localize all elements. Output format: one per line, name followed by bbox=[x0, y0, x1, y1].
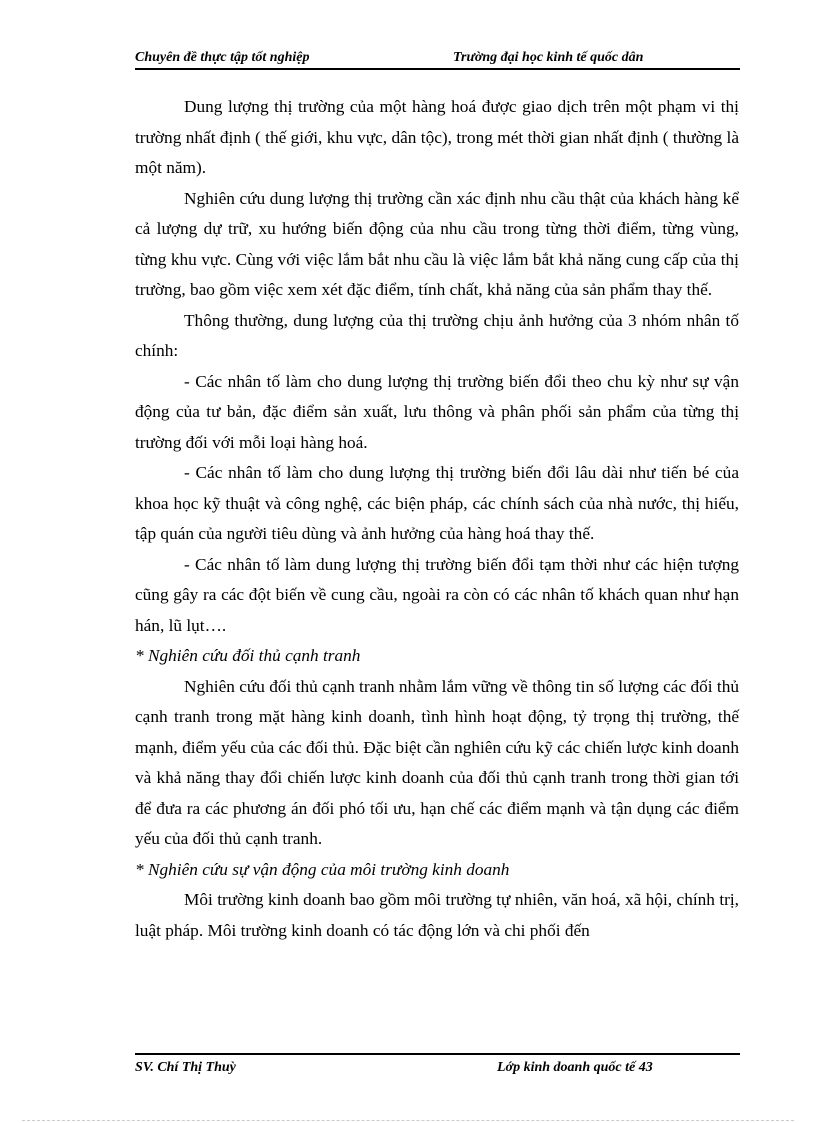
paragraph-cyclical-factors: - Các nhân tố làm cho dung lượng thị trường biến đổi theo chu kỳ như sự vận động của tư bản, đặc điểm sản xuất, lưu thông và phân phối sản phẩm của từng thị trường đối với mỗi loại hàng hoá. bbox=[135, 371, 739, 452]
page-bottom-border bbox=[22, 1120, 794, 1121]
paragraph-market-capacity: Dung lượng thị trường của một hàng hoá được giao dịch trên một phạm vi thị trường nhất định ( thế giới, khu vực, dân tộc), trong mét thời gian nhất định ( thường là một năm). bbox=[135, 97, 739, 177]
heading-competitor-research: * Nghiên cứu đối thủ cạnh tranh bbox=[135, 646, 361, 665]
heading-environment-research: * Nghiên cứu sự vận động của môi trường kinh doanh bbox=[135, 859, 510, 879]
paragraph-factor-groups: Thông thường, dung lượng của thị trường chịu ảnh hưởng của 3 nhóm nhân tố chính: bbox=[135, 310, 739, 360]
paragraph-competitor-research: Nghiên cứu đối thủ cạnh tranh nhằm lắm vững về thông tin số lượng các đối thủ cạnh tranh trong mặt hàng kinh doanh, tình hình hoạt động, tỷ trọng thị trường, thế mạnh, điểm yếu của các đối thủ. Đặc biệt cần nghiên cứu kỹ các chiến lược kinh doanh và khả năng thay đổi chiến lược kinh doanh của đối thủ cạnh tranh trong thời gian tới để đưa ra các phương án đối phó tối ưu, hạn chế các điểm mạnh và tận dụng các điểm yếu của đối thủ cạnh tranh. bbox=[135, 676, 739, 848]
paragraph-temporary-factors: - Các nhân tố làm dung lượng thị trường biến đổi tạm thời như các hiện tượng cũng gây ra các đột biến về cung cầu, ngoài ra còn có các nhân tố khách quan như hạn hán, lũ lụt…. bbox=[135, 554, 739, 635]
footer-student-name: SV. Chí Thị Thuỳ bbox=[135, 1060, 236, 1075]
paragraph-capacity-research: Nghiên cứu dung lượng thị trường cần xác định nhu cầu thật của khách hàng kể cả lượng dự trữ, xu hướng biến động của nhu cầu trong từng thời điểm, từng vùng, từng khu vực. Cùng với việc lắm bắt nhu cầu là việc lắm bắt khả năng cung cấp của thị trường, bao gồm việc xem xét đặc điểm, tính chất, khả năng của sản phẩm thay thế. bbox=[135, 188, 739, 299]
paragraph-business-environment: Môi trường kinh doanh bao gồm môi trường tự nhiên, văn hoá, xã hội, chính trị, luật pháp. Môi trường kinh doanh có tác động lớn và chi phối đến bbox=[135, 890, 739, 940]
footer-class-name: Lớp kinh doanh quốc tế 43 bbox=[497, 1060, 653, 1075]
page-header bbox=[135, 50, 740, 70]
page-footer bbox=[135, 1053, 740, 1079]
header-document-type: Chuyên đề thực tập tốt nghiệp bbox=[135, 50, 310, 65]
header-university: Trường đại học kinh tế quốc dân bbox=[453, 50, 644, 65]
document-body bbox=[135, 92, 739, 946]
paragraph-long-term-factors: - Các nhân tố làm cho dung lượng thị trường biến đổi lâu dài như tiến bé của khoa học kỹ thuật và công nghệ, các biện pháp, các chính sách của nhà nước, thị hiếu, tập quán của người tiêu dùng và ảnh hưởng của hàng hoá thay thế. bbox=[135, 463, 739, 543]
